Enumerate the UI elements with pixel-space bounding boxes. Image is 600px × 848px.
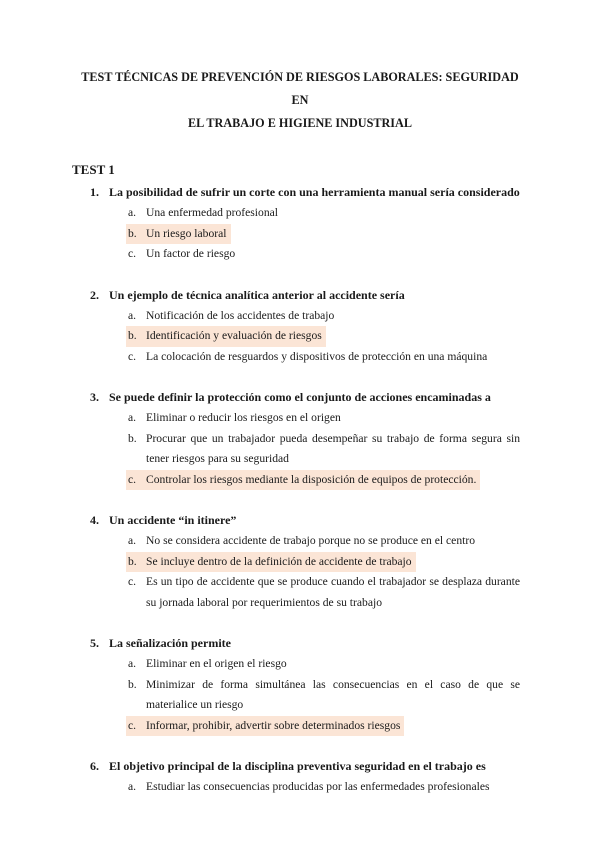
question-row (90, 182, 524, 202)
answer-letter: c. (128, 718, 137, 732)
answer-letter: b. (128, 554, 137, 568)
answer-highlight (126, 470, 480, 491)
answer-text: Eliminar en el origen el riesgo (146, 657, 287, 670)
answer-option (126, 531, 524, 552)
answer-option (126, 654, 524, 675)
question-6 (76, 756, 524, 798)
answer-letter: a. (128, 411, 137, 424)
answer-option-highlighted (126, 470, 524, 491)
test-heading: TEST 1 (72, 162, 115, 177)
title-line-1: TEST TÉCNICAS DE PREVENCIÓN DE RIESGOS LABORALES: SEGURIDAD EN (81, 70, 519, 107)
answer-letter: a. (128, 657, 137, 670)
answer-option (126, 777, 524, 798)
answer-letter: a. (128, 780, 137, 793)
question-row (90, 387, 524, 407)
answer-letter: b. (128, 677, 137, 691)
question-row (90, 285, 524, 305)
document-title (76, 66, 524, 135)
question-number: 5. (90, 636, 99, 650)
question-number: 6. (90, 759, 99, 773)
answer-letter: b. (128, 431, 137, 445)
answer-text: Eliminar o reducir los riesgos en el origen (146, 411, 341, 424)
question-1 (76, 182, 524, 265)
answer-option-highlighted (126, 716, 524, 737)
answer-letter: c. (128, 472, 137, 486)
question-text: Un accidente “in itinere” (109, 513, 237, 527)
question-5 (76, 633, 524, 736)
answer-option (126, 347, 524, 368)
answer-option-highlighted (126, 326, 524, 347)
answer-letter: c. (128, 349, 137, 363)
answer-highlight (126, 326, 326, 347)
question-3 (76, 387, 524, 490)
question-text: Un ejemplo de técnica analítica anterior al accidente sería (109, 287, 405, 302)
answer-text: Controlar los riesgos mediante la disposición de equipos de protección. (146, 472, 477, 486)
answer-option-highlighted (126, 224, 524, 245)
answer-text: Minimizar de forma simultánea las consecuencias en el caso de que se materialice un riesgo (146, 677, 520, 711)
answer-text: Se incluye dentro de la definición de accidente de trabajo (146, 554, 412, 568)
answer-highlight (126, 224, 231, 245)
question-text: El objetivo principal de la disciplina preventiva seguridad en el trabajo es (109, 759, 486, 773)
question-number: 1. (90, 185, 99, 199)
answer-text: Un factor de riesgo (146, 247, 236, 260)
question-text: La señalización permite (109, 636, 231, 650)
answer-highlight (126, 552, 416, 573)
question-list (76, 182, 524, 798)
answer-letter: a. (128, 206, 137, 219)
answer-list (76, 203, 524, 265)
answer-letter: a. (128, 534, 137, 547)
question-row (90, 633, 524, 653)
answer-list (76, 777, 524, 798)
answer-text: Estudiar las consecuencias producidas por las enfermedades profesionales (146, 780, 490, 793)
answer-option (126, 675, 524, 716)
answer-highlight (126, 716, 404, 737)
question-text: Se puede definir la protección como el conjunto de acciones encaminadas a (109, 390, 491, 404)
answer-letter: b. (128, 329, 137, 342)
question-number: 2. (90, 287, 99, 302)
answer-list (76, 654, 524, 736)
answer-text: La colocación de resguardos y dispositivos de protección en una máquina (146, 349, 488, 363)
question-text: La posibilidad de sufrir un corte con una herramienta manual sería considerado (109, 185, 520, 199)
answer-text: Notificación de los accidentes de trabajo (146, 308, 335, 322)
question-2 (76, 285, 524, 368)
answer-letter: a. (128, 308, 137, 322)
question-4 (76, 510, 524, 613)
answer-text: Identificación y evaluación de riesgos (146, 329, 322, 342)
answer-text: Es un tipo de accidente que se produce cuando el trabajador se desplaza durante su jornada laboral por requerimientos de su trabajo (146, 575, 520, 609)
answer-option (126, 429, 524, 470)
answer-letter: c. (128, 575, 137, 588)
question-number: 3. (90, 390, 99, 404)
question-number: 4. (90, 513, 99, 527)
answer-text: Un riesgo laboral (146, 226, 227, 240)
answer-list (76, 306, 524, 368)
title-line-2: EL TRABAJO E HIGIENE INDUSTRIAL (188, 116, 412, 130)
question-row (90, 510, 524, 530)
question-row (90, 756, 524, 776)
answer-option (126, 408, 524, 429)
answer-letter: b. (128, 226, 137, 240)
answer-letter: c. (128, 247, 137, 260)
answer-list (76, 408, 524, 490)
answer-list (76, 531, 524, 613)
answer-text: Informar, prohibir, advertir sobre determinados riesgos (146, 718, 401, 732)
answer-option (126, 244, 524, 265)
answer-text: Una enfermedad profesional (146, 206, 278, 219)
answer-option (126, 306, 524, 327)
answer-text: Procurar que un trabajador pueda desempeñar su trabajo de forma segura sin tener riesgos para su seguridad (146, 431, 520, 465)
answer-text: No se considera accidente de trabajo porque no se produce en el centro (146, 534, 475, 547)
answer-option (126, 203, 524, 224)
answer-option-highlighted (126, 552, 524, 573)
answer-option (126, 572, 524, 613)
